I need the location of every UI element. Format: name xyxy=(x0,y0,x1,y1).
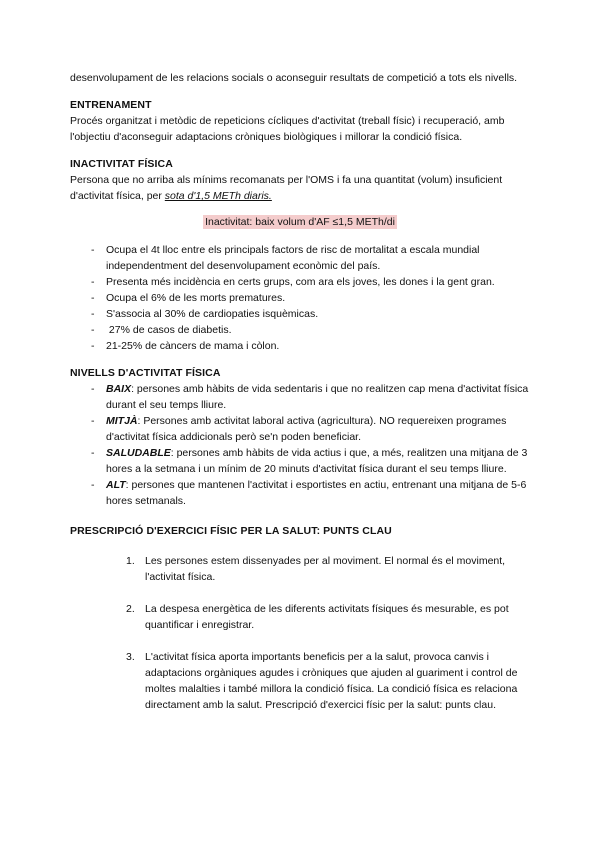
list-item xyxy=(70,413,530,445)
list-item-text: Les persones estem dissenyades per al moviment. El normal és el moviment, l'activitat física. xyxy=(145,555,506,583)
list-item-text xyxy=(106,413,530,445)
highlight-text: Inactivitat: baix volum d'AF ≤1,5 METh/di xyxy=(205,216,395,228)
list-item-text xyxy=(106,445,530,477)
list-item-text: Ocupa el 4t lloc entre els principals factors de risc de mortalitat a escala mundial independentment del desenvolupament econòmic del país. xyxy=(106,244,480,272)
heading-inactivitat: INACTIVITAT FÍSICA xyxy=(70,158,173,170)
dash-bullet: - xyxy=(91,276,95,288)
paragraph-inactivitat xyxy=(70,172,530,204)
section-entrenament xyxy=(70,97,530,145)
list-item xyxy=(70,274,530,290)
item-number: 3. xyxy=(126,651,135,663)
section-prescripcio xyxy=(70,523,530,713)
dash-bullet: - xyxy=(91,447,95,459)
dash-bullet: - xyxy=(91,479,95,491)
list-item-text xyxy=(106,477,530,509)
level-label: SALUDABLE xyxy=(106,447,171,459)
level-label: ALT xyxy=(106,479,126,491)
section-inactivitat xyxy=(70,156,530,354)
heading-prescripcio: PRESCRIPCIÓ D'EXERCICI FÍSIC PER LA SALUT: PUNTS CLAU xyxy=(70,525,392,537)
level-description: : Persones amb activitat laboral activa (agricultura). NO requereixen programes d'activitat física addicionals però se'n poden beneficiar. xyxy=(106,415,507,443)
intro-paragraph: desenvolupament de les relacions socials o aconseguir resultats de competició a tots els nivells. xyxy=(70,72,518,84)
inactivitat-list xyxy=(70,242,530,354)
list-item xyxy=(70,477,530,509)
list-item-text: Presenta més incidència en certs grups, com ara els joves, les dones i la gent gran. xyxy=(106,276,495,288)
dash-bullet: - xyxy=(91,308,95,320)
inactivitat-sota-text: sota d'1,5 METh diaris. xyxy=(164,190,272,202)
list-item xyxy=(70,445,530,477)
section-nivells xyxy=(70,365,530,509)
dash-bullet: - xyxy=(91,324,95,336)
prescripcio-list xyxy=(70,553,530,713)
item-number: 1. xyxy=(126,555,135,567)
list-item-text: L'activitat física aporta importants beneficis per a la salut, provoca canvis i adaptacions orgàniques agudes i cròniques que ajuden al guariment i control de moltes malalties i també millora la condició física. La condició física es relaciona directament amb la salut. Prescripció d'exercici físic per la salut: punts clau. xyxy=(145,651,518,711)
dash-bullet: - xyxy=(91,383,95,395)
level-description: : persones amb hàbits de vida actius i que, a més, realitzen una mitjana de 3 hores a la setmana i un mínim de 20 minuts d'activitat física durant el seu temps lliure. xyxy=(106,447,528,475)
list-item xyxy=(70,290,530,306)
level-label: BAIX xyxy=(106,383,132,395)
dash-bullet: - xyxy=(91,415,95,427)
list-item xyxy=(70,649,530,713)
list-item xyxy=(70,242,530,274)
heading-entrenament: ENTRENAMENT xyxy=(70,99,152,111)
list-item xyxy=(70,381,530,413)
level-description: : persones amb hàbits de vida sedentaris i que no realitzen cap mena d'activitat física durant el seu temps lliure. xyxy=(106,383,529,411)
paragraph-entrenament: Procés organitzat i metòdic de repeticions cícliques d'activitat (treball físic) i recuperació, amb l'objectiu d'aconseguir adaptacions cròniques biològiques i millorar la condició física. xyxy=(70,115,505,143)
list-item-text: 21-25% de càncers de mama i còlon. xyxy=(106,340,280,352)
highlight-box xyxy=(70,214,530,230)
list-item-text: La despesa energètica de les diferents activitats físiques és mesurable, es pot quantificar i enregistrar. xyxy=(145,603,509,631)
list-item xyxy=(70,322,530,338)
list-item xyxy=(70,338,530,354)
list-item xyxy=(70,553,530,585)
level-label: MITJÀ xyxy=(106,415,138,427)
list-item-text: S'associa al 30% de cardiopaties isquèmicas. xyxy=(106,308,319,320)
document-page xyxy=(70,70,530,729)
level-description: : persones que mantenen l'activitat i esportistes en actiu, entrenant una mitjana de 5-6 hores setmanals. xyxy=(106,479,527,507)
list-item xyxy=(70,601,530,633)
list-item-text xyxy=(106,381,530,413)
dash-bullet: - xyxy=(91,244,95,256)
dash-bullet: - xyxy=(91,292,95,304)
list-item-text: 27% de casos de diabetis. xyxy=(106,324,232,336)
list-item xyxy=(70,306,530,322)
heading-nivells: NIVELLS D'ACTIVITAT FÍSICA xyxy=(70,367,221,379)
nivells-list xyxy=(70,381,530,509)
dash-bullet: - xyxy=(91,340,95,352)
item-number: 2. xyxy=(126,603,135,615)
inactivitat-text: Persona que no arriba als mínims recomanats per l'OMS i fa una quantitat (volum) insuficient d'activitat física, per xyxy=(70,174,503,202)
list-item-text: Ocupa el 6% de les morts prematures. xyxy=(106,292,286,304)
